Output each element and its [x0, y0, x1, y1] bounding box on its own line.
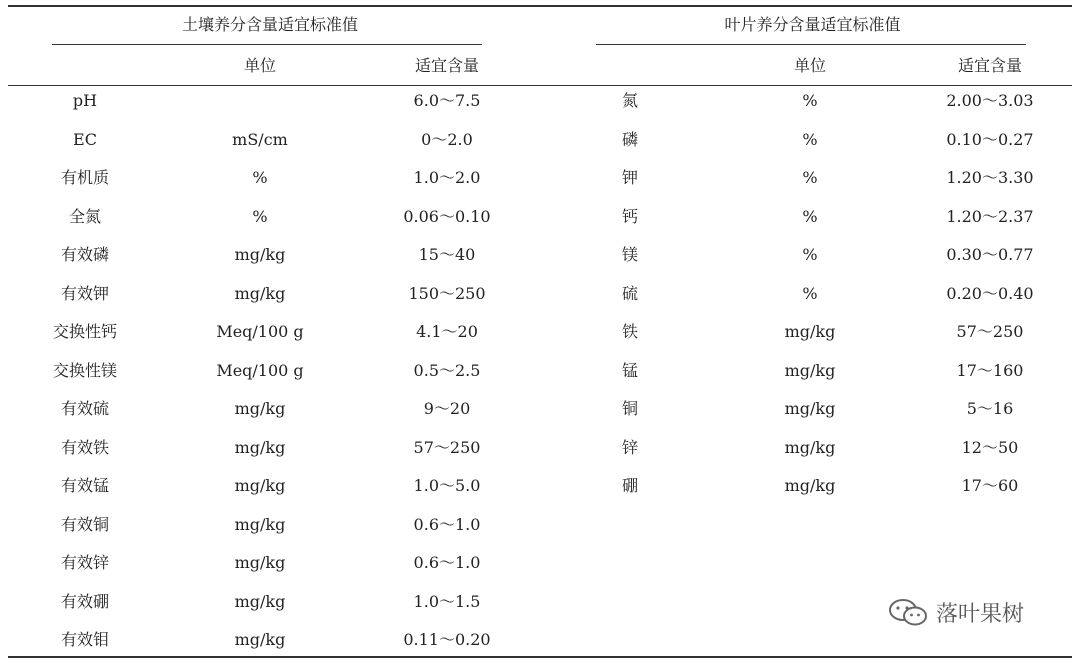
leaf-row-value: 1.20～3.30	[946, 168, 1034, 187]
soil-row-name: 有效锰	[60, 476, 109, 495]
leaf-row-value: 5～16	[966, 399, 1014, 418]
soil-row-unit: Meq/100 g	[216, 360, 304, 380]
soil-row-value: 4.1～20	[416, 322, 478, 341]
soil-row-unit: %	[252, 206, 268, 226]
soil-value-header: 适宜含量	[414, 56, 479, 75]
soil-row-name: 交换性镁	[52, 360, 117, 380]
soil-row-name: EC	[73, 129, 97, 149]
wechat-icon	[888, 597, 928, 627]
soil-row-name: 有机质	[60, 168, 109, 187]
watermark-text: 落叶果树	[936, 601, 1025, 627]
table-bottom-rule	[8, 656, 1072, 658]
soil-row-value: 0.5～2.5	[413, 360, 481, 380]
leaf-row-unit: %	[802, 168, 818, 187]
soil-row-name: 有效磷	[60, 245, 109, 264]
soil-row-unit: mg/kg	[234, 399, 286, 418]
soil-unit-header: 单位	[243, 56, 276, 75]
leaf-row-value: 12～50	[961, 437, 1019, 457]
leaf-row-unit: mg/kg	[784, 399, 836, 418]
leaf-row-value: 2.00～3.03	[946, 91, 1034, 110]
leaf-row-name: 氮	[621, 91, 638, 110]
soil-row-value: 0～2.0	[421, 129, 473, 149]
leaf-row-unit: mg/kg	[784, 360, 836, 380]
soil-row-value: 1.0～2.0	[413, 168, 481, 187]
leaf-row-value: 17～60	[961, 476, 1019, 495]
leaf-row-unit: %	[802, 91, 818, 110]
leaf-row-unit: mg/kg	[784, 476, 836, 495]
leaf-row-name: 锰	[621, 360, 638, 380]
leaf-row-unit: mg/kg	[784, 322, 836, 341]
leaf-row-name: 硼	[621, 476, 638, 495]
leaf-row-name: 钙	[621, 206, 638, 226]
leaf-row-name: 钾	[621, 168, 638, 187]
leaf-row-value: 0.20～0.40	[946, 283, 1034, 303]
soil-row-name: 全氮	[68, 206, 101, 226]
leaf-row-unit: %	[802, 283, 818, 303]
leaf-row-value: 57～250	[956, 322, 1024, 341]
leaf-row-unit: %	[802, 129, 818, 149]
soil-row-unit: mg/kg	[234, 283, 286, 303]
soil-row-name: 有效钼	[60, 630, 109, 649]
watermark	[888, 596, 1024, 628]
soil-row-name: 有效铁	[60, 437, 109, 457]
soil-row-name: 有效锌	[60, 553, 109, 572]
soil-row-unit: Meq/100 g	[216, 322, 304, 341]
soil-row-value: 1.0～5.0	[413, 476, 481, 495]
leaf-row-name: 磷	[621, 129, 638, 149]
soil-row-unit: mg/kg	[234, 630, 286, 649]
table-top-rule	[8, 5, 1072, 7]
leaf-row-value: 17～160	[956, 360, 1024, 380]
soil-row-unit	[210, 89, 310, 113]
leaf-value-header: 适宜含量	[957, 56, 1022, 75]
leaf-unit-header: 单位	[793, 56, 826, 75]
soil-row-name: pH	[72, 91, 98, 110]
leaf-group-title: 叶片养分含量适宜标准值	[724, 15, 901, 34]
leaf-row-value: 0.30～0.77	[946, 245, 1034, 264]
soil-row-value: 57～250	[413, 437, 481, 457]
soil-group-title: 土壤养分含量适宜标准值	[181, 15, 358, 34]
soil-row-unit: mg/kg	[234, 553, 286, 572]
soil-row-value: 9～20	[423, 399, 471, 418]
soil-row-name: 有效硼	[60, 591, 109, 611]
soil-row-value: 0.6～1.0	[413, 553, 481, 572]
leaf-row-name: 镁	[621, 245, 638, 264]
soil-row-name: 有效钾	[60, 283, 109, 303]
soil-row-name: 有效硫	[60, 399, 109, 418]
soil-row-name: 交换性钙	[52, 322, 117, 341]
soil-group-underline	[52, 44, 482, 45]
soil-row-value: 0.6～1.0	[413, 514, 481, 534]
soil-row-value: 150～250	[408, 283, 486, 303]
soil-row-unit: mg/kg	[234, 514, 286, 534]
leaf-row-name: 锌	[621, 437, 638, 457]
soil-row-value: 1.0～1.5	[413, 591, 481, 611]
soil-row-name: 有效铜	[60, 514, 109, 534]
soil-row-unit: mg/kg	[234, 591, 286, 611]
leaf-row-unit: %	[802, 206, 818, 226]
leaf-row-unit: mg/kg	[784, 437, 836, 457]
soil-row-unit: mS/cm	[232, 129, 288, 149]
leaf-row-value: 0.10～0.27	[946, 129, 1034, 149]
leaf-row-name: 铜	[621, 399, 638, 418]
leaf-row-name: 铁	[621, 322, 638, 341]
leaf-group-underline	[596, 44, 1026, 45]
header-rule	[8, 85, 1072, 86]
soil-row-value: 6.0～7.5	[413, 91, 481, 110]
leaf-row-value: 1.20～2.37	[946, 206, 1034, 226]
soil-row-value: 0.11～0.20	[403, 630, 491, 649]
leaf-row-unit: %	[802, 245, 818, 264]
soil-row-unit: mg/kg	[234, 476, 286, 495]
soil-row-unit: mg/kg	[234, 437, 286, 457]
soil-row-unit: mg/kg	[234, 245, 286, 264]
leaf-row-name: 硫	[621, 283, 638, 303]
soil-row-value: 15～40	[418, 245, 476, 264]
soil-row-unit: %	[252, 168, 268, 187]
soil-row-value: 0.06～0.10	[403, 206, 491, 226]
